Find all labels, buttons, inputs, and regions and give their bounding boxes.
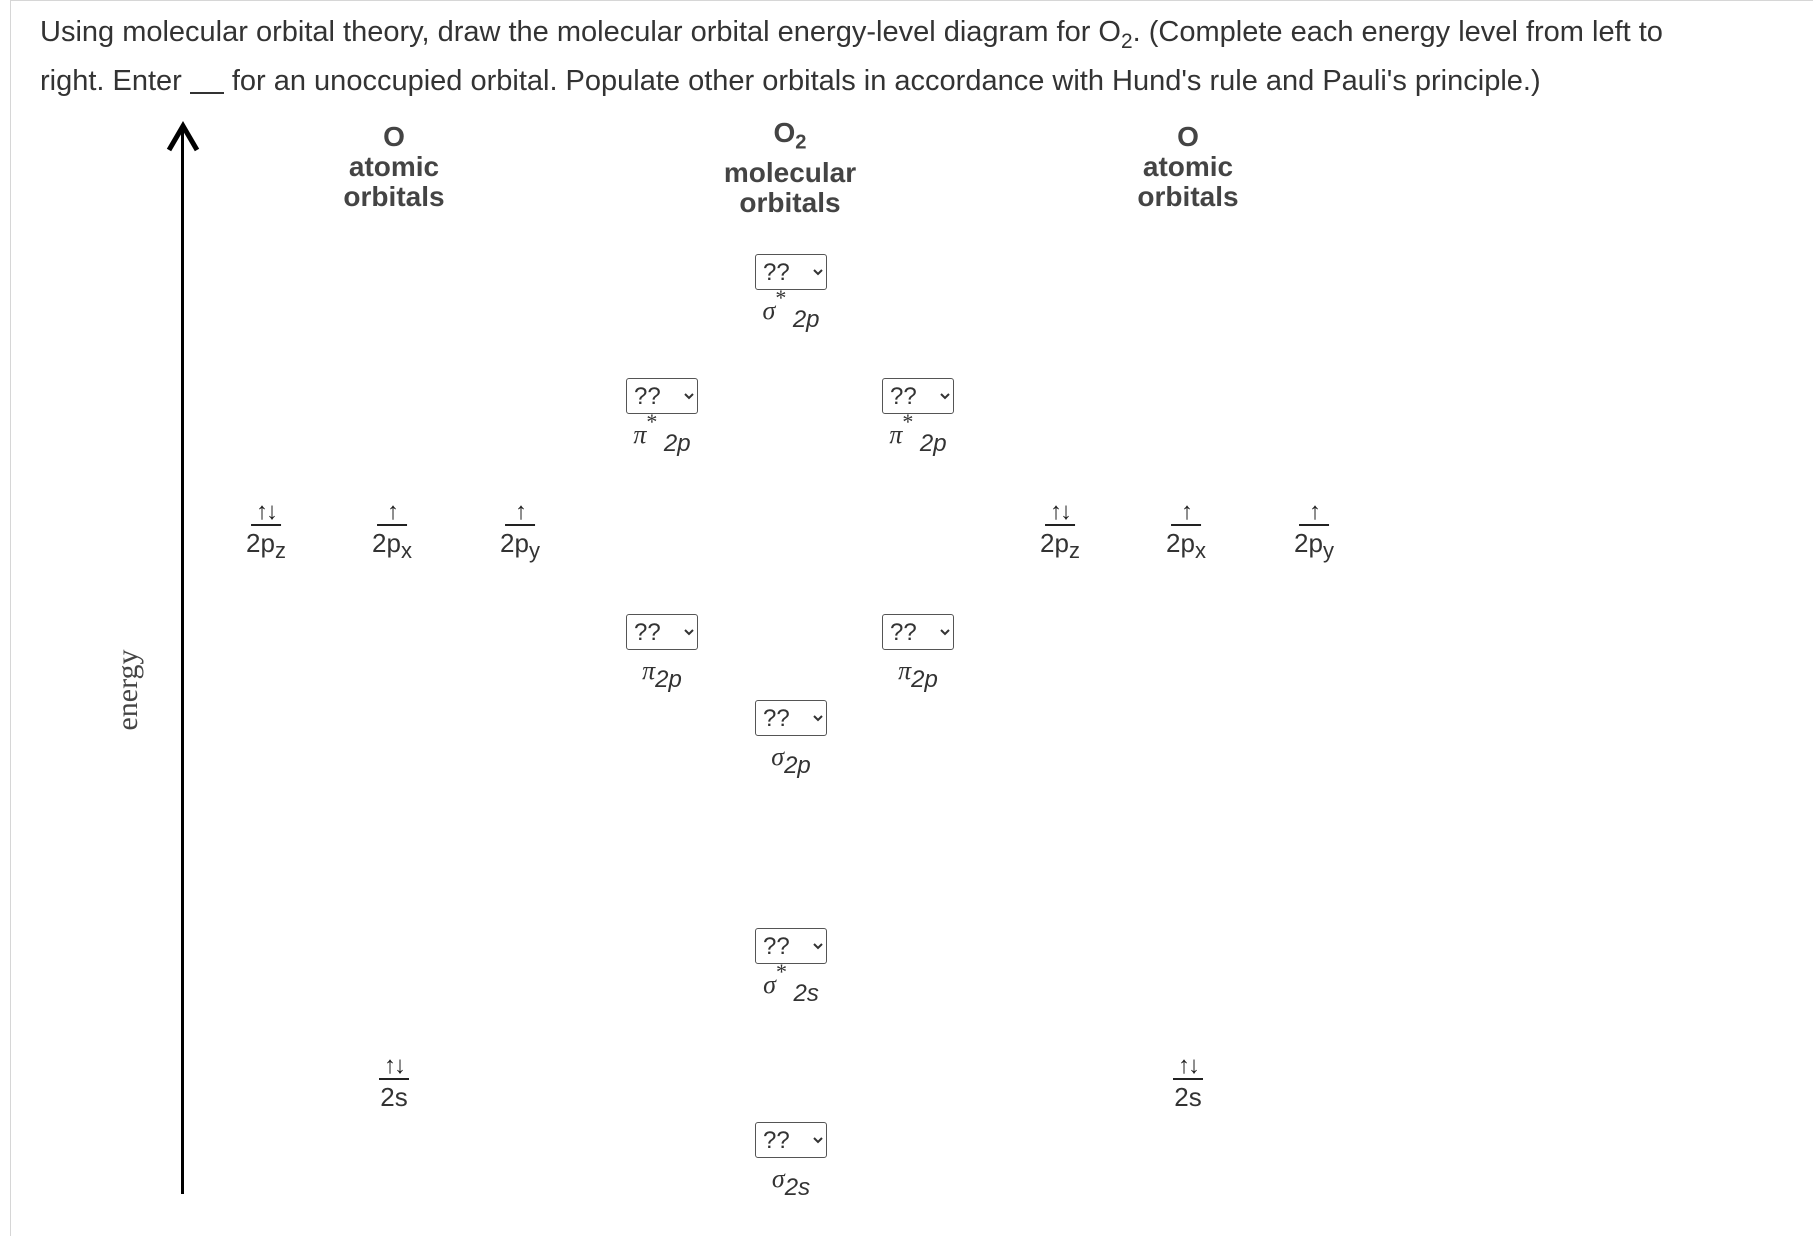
energy-axis-label: energy bbox=[111, 649, 144, 731]
left-2px-orbital: ↑ $2p_x$ bbox=[372, 498, 412, 564]
mo-sigma-star-2s: ?? σ* 2s bbox=[755, 928, 827, 1000]
blank-line-icon bbox=[190, 64, 224, 94]
mo-sigma-2s: ?? σ2s bbox=[755, 1122, 827, 1194]
left-2py-orbital: ↑ $2p_y$ bbox=[500, 498, 540, 564]
mo-pi-star-2p-b: ?? π* 2p bbox=[882, 378, 954, 450]
header-left-atomic: O atomic orbitals bbox=[343, 121, 445, 212]
header-right-atomic: O atomic orbitals bbox=[1137, 121, 1239, 212]
pi-2p-a-select[interactable] bbox=[626, 614, 698, 650]
pi-star-2p-a-select[interactable] bbox=[626, 378, 698, 414]
pi-star-2p-b-select[interactable] bbox=[882, 378, 954, 414]
sigma-star-2p-select[interactable] bbox=[755, 254, 827, 290]
sigma-2p-select[interactable] bbox=[755, 700, 827, 736]
sigma-star-2s-select[interactable] bbox=[755, 928, 827, 964]
question-line-2: right. Enter for an unoccupied orbital. Populate other orbitals in accordance with Hund's rule and Pauli's principle.) bbox=[40, 65, 1541, 97]
mo-sigma-2p: ?? σ2p bbox=[755, 700, 827, 772]
header-molecular: $O_2$ molecular orbitals bbox=[723, 117, 857, 218]
mo-pi-star-2p-a: ?? π* 2p bbox=[626, 378, 698, 450]
left-2pz-orbital: ↑↓ $2p_z$ bbox=[246, 498, 286, 564]
right-2py-orbital: ↑ $2p_y$ bbox=[1294, 498, 1334, 564]
question-line-1: Using molecular orbital theory, draw the molecular orbital energy-level diagram for $O_2$. (Complete each energy level from left to bbox=[40, 16, 1663, 53]
left-2s-orbital: ↑↓ 2s bbox=[380, 1052, 408, 1112]
right-2px-orbital: ↑ $2p_x$ bbox=[1166, 498, 1206, 564]
mo-pi-2p-b: ?? π2p bbox=[882, 614, 954, 686]
mo-pi-2p-a: ?? π2p bbox=[626, 614, 698, 686]
right-2pz-orbital: ↑↓ $2p_z$ bbox=[1040, 498, 1080, 564]
mo-sigma-star-2p: ?? σ* 2p bbox=[755, 254, 827, 326]
right-2s-orbital: ↑↓ 2s bbox=[1174, 1052, 1202, 1112]
axis-arrow-icon bbox=[166, 120, 200, 156]
sigma-2s-select[interactable] bbox=[755, 1122, 827, 1158]
pi-2p-b-select[interactable] bbox=[882, 614, 954, 650]
energy-axis bbox=[181, 130, 184, 1194]
